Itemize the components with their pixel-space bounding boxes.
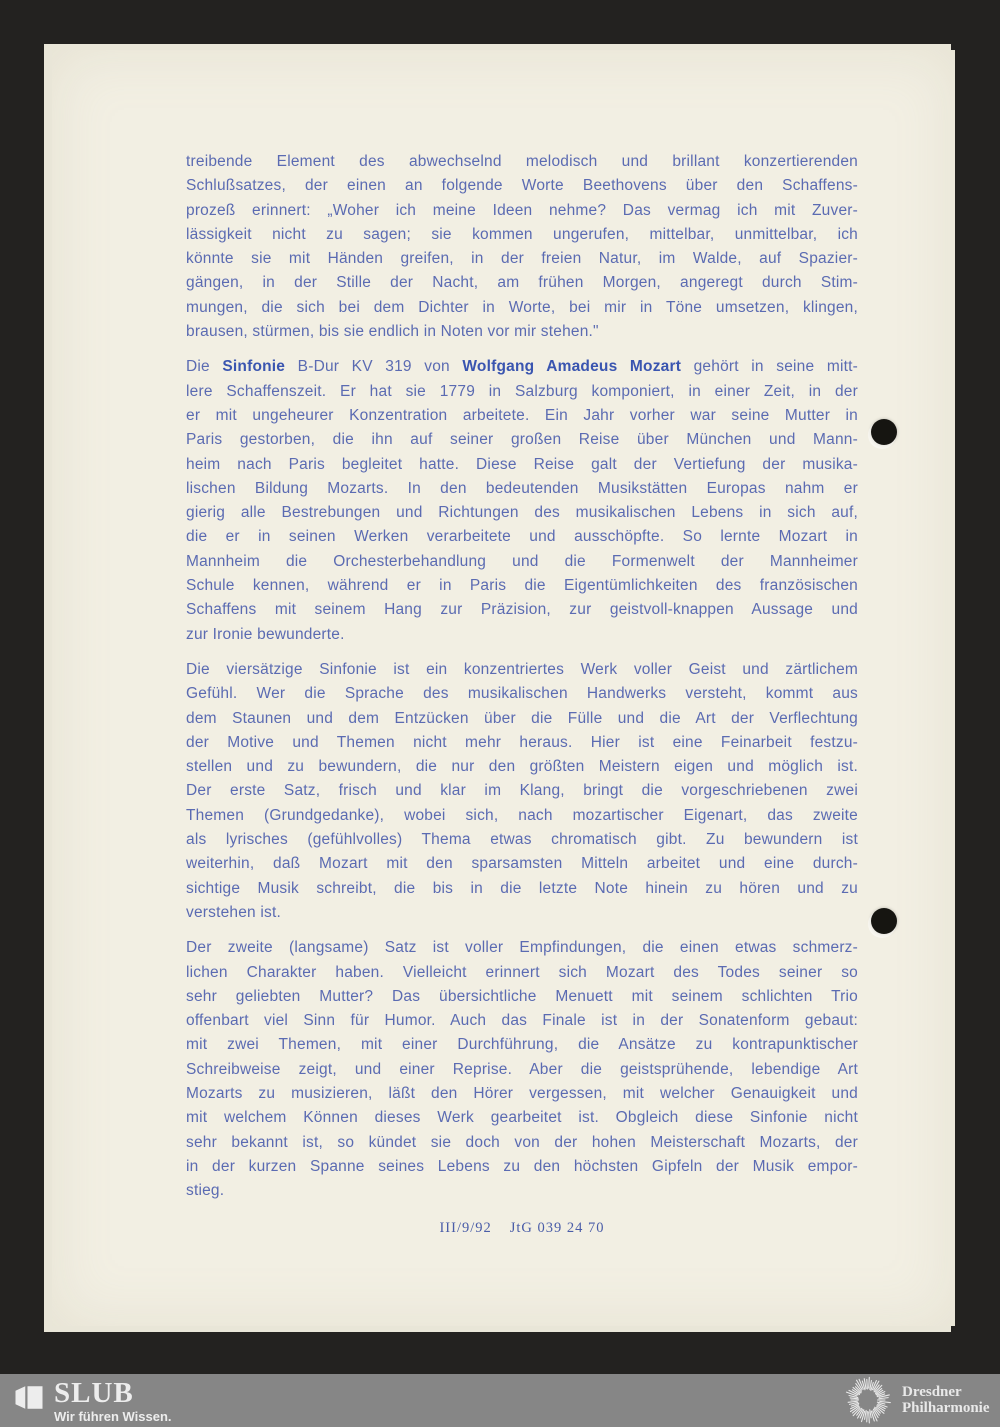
imprint-line bbox=[186, 1220, 858, 1237]
paragraph bbox=[186, 936, 858, 1203]
text-line: lichen Charakter haben. Vielleicht erinnert sich Mozart des Todes seiner so bbox=[186, 963, 858, 981]
text-line: Paris gestorben, die ihn auf seiner großen Reise über München und Mann- bbox=[186, 431, 858, 449]
plain-text: Die bbox=[186, 358, 223, 376]
text-line: die er in seinen Werken verarbeitete und ausschöpfte. So lernte Mozart in bbox=[186, 528, 858, 546]
bold-text: Wolfgang Amadeus Mozart bbox=[462, 358, 682, 376]
text-line: er mit ungeheurer Konzentration arbeitete. Ein Jahr vorher war seine Mutter in bbox=[186, 406, 858, 424]
paper-sheet bbox=[52, 50, 955, 1326]
plain-text: B-Dur KV 319 von bbox=[285, 358, 463, 376]
slub-logo[interactable] bbox=[14, 1379, 172, 1424]
text-line: prozeß erinnert: „Woher ich meine Ideen nehme? Das vermag ich mit Zuver- bbox=[186, 201, 858, 219]
imprint-code: JtG 039 24 70 bbox=[509, 1220, 605, 1237]
text-line: Schlußsatzes, der einen an folgende Worte Beethovens über den Schaffens- bbox=[186, 177, 858, 195]
text-line: stellen und zu bewundern, die nur den größten Meistern eigen und möglich ist. bbox=[186, 758, 858, 776]
footer-bar bbox=[0, 1374, 1000, 1427]
text-line: dem Staunen und dem Entzücken über die Fülle und die Art der Verflechtung bbox=[186, 709, 858, 727]
text-line: mit welchem Können dieses Werk gearbeitet ist. Obgleich diese Sinfonie nicht bbox=[186, 1109, 858, 1127]
bold-text: Sinfonie bbox=[222, 358, 286, 376]
text-line: brausen, stürmen, bis sie endlich in Noten vor mir stehen." bbox=[186, 323, 599, 341]
text-line: Schreibweise zeigt, und einer Reprise. Aber die geistsprühende, lebendige Art bbox=[186, 1060, 858, 1078]
plain-text: gehört in seine mitt- bbox=[681, 358, 858, 376]
slub-wordmark: SLUB bbox=[54, 1377, 134, 1409]
text-line: zur Ironie bewunderte. bbox=[186, 625, 345, 643]
text-line: heim nach Paris begleitet hatte. Diese Reise galt der Vertiefung der musika- bbox=[186, 455, 858, 473]
text-line: Schule kennen, während er in Paris die Eigentümlichkeiten des französischen bbox=[186, 577, 858, 595]
philharmonie-name-line2: Philharmonie bbox=[902, 1400, 990, 1416]
text-line: stieg. bbox=[186, 1182, 225, 1200]
text-line bbox=[186, 355, 858, 379]
starburst-icon bbox=[843, 1375, 893, 1425]
text-line: der Motive und Themen nicht mehr heraus. Hier ist eine Feinarbeit festzu- bbox=[186, 733, 858, 751]
text-line: sehr geliebten Mutter? Das übersichtliche Menuett mit seinem schlichten Trio bbox=[186, 987, 858, 1005]
text-line: mungen, die sich bei dem Dichter in Worte, bei mir in Töne umsetzen, klingen, bbox=[186, 298, 858, 316]
philharmonie-logo[interactable] bbox=[843, 1375, 990, 1425]
text-line: offenbart viel Sinn für Humor. Auch das Finale ist in der Sonatenform gebaut: bbox=[186, 1012, 858, 1030]
text-line: lischen Bildung Mozarts. In den bedeutenden Musikstätten Europas nahm er bbox=[186, 479, 858, 497]
philharmonie-name bbox=[902, 1384, 990, 1417]
text-line: könnte sie mit Händen greifen, in der freien Natur, im Walde, auf Spazier- bbox=[186, 250, 858, 268]
text-line: in der kurzen Spanne seines Lebens zu den höchsten Gipfeln der Musik empor- bbox=[186, 1157, 858, 1175]
text-line: Schaffens mit seinem Hang zur Präzision, zur geistvoll-knappen Aussage und bbox=[186, 601, 858, 619]
text-line: Die viersätzige Sinfonie ist ein konzentriertes Werk voller Geist und zärtlichem bbox=[186, 660, 858, 678]
slub-book-icon bbox=[14, 1383, 44, 1415]
paragraph bbox=[186, 355, 858, 647]
text-line: Der erste Satz, frisch und klar im Klang, bringt die vorgeschriebenen zwei bbox=[186, 782, 858, 800]
slub-tagline: Wir führen Wissen. bbox=[54, 1409, 172, 1424]
text-line: gierig alle Bestrebungen und Richtungen des musikalischen Lebens in sich auf, bbox=[186, 504, 858, 522]
text-line: als lyrisches (gefühlvolles) Thema etwas chromatisch gibt. Zu bewundern ist bbox=[186, 831, 858, 849]
philharmonie-name-line1: Dresdner bbox=[902, 1383, 962, 1400]
text-line: lässigkeit nicht zu sagen; sie kommen ungerufen, mittelbar, unmittelbar, ich bbox=[186, 225, 858, 243]
paragraph bbox=[186, 658, 858, 925]
text-line: Gefühl. Wer die Sprache des musikalischen Handwerks versteht, kommt aus bbox=[186, 685, 858, 703]
text-line: Mannheim die Orchesterbehandlung und die Formenwelt der Mannheimer bbox=[186, 552, 858, 570]
text-line: sichtige Musik schreibt, die bis in die letzte Note hinein zu hören und zu bbox=[186, 879, 858, 897]
text-line: gängen, in der Stille der Nacht, am frühen Morgen, angeregt durch Stim- bbox=[186, 274, 858, 292]
imprint-date: III/9/92 bbox=[439, 1220, 492, 1237]
text-line: sehr bekannt ist, so kündet sie doch von der hohen Meisterschaft Mozarts, der bbox=[186, 1133, 858, 1151]
paragraph bbox=[186, 150, 858, 344]
text-line: Mozarts zu musizieren, läßt den Hörer vergessen, mit welcher Genauigkeit und bbox=[186, 1084, 858, 1102]
text-line: verstehen ist. bbox=[186, 903, 281, 921]
text-line: weiterhin, daß Mozart mit den sparsamsten Mitteln arbeitet und eine durch- bbox=[186, 855, 858, 873]
punch-hole-bottom bbox=[871, 908, 897, 934]
text-line: lere Schaffenszeit. Er hat sie 1779 in Salzburg komponiert, in einer Zeit, in der bbox=[186, 382, 858, 400]
punch-hole-top bbox=[871, 419, 897, 445]
text-line: treibende Element des abwechselnd melodisch und brillant konzertierenden bbox=[186, 153, 858, 170]
text-block bbox=[186, 150, 858, 1237]
text-line: Der zweite (langsame) Satz ist voller Empfindungen, die einen etwas schmerz- bbox=[186, 939, 858, 957]
text-line: mit zwei Themen, mit einer Durchführung, die Ansätze zu kontrapunktischer bbox=[186, 1036, 858, 1054]
text-line: Themen (Grundgedanke), wobei sich, nach mozartischer Eigenart, das zweite bbox=[186, 806, 858, 824]
